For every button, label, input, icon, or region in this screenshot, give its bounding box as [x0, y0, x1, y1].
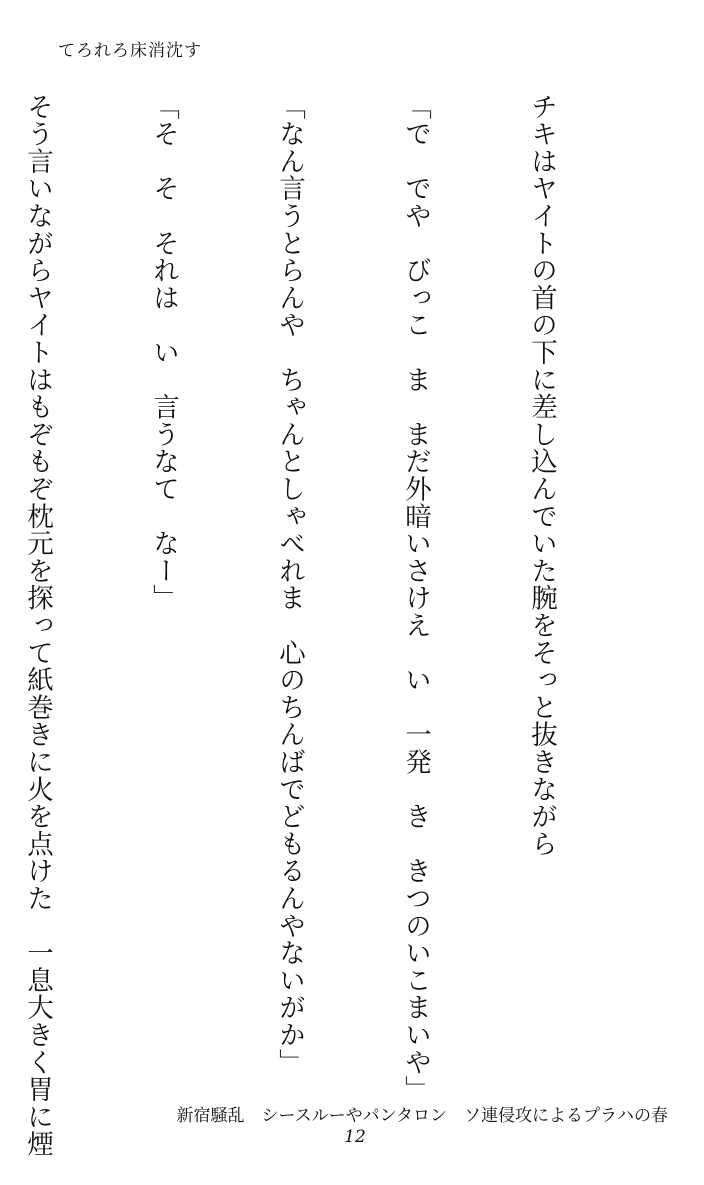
running-title: てろれろ床消沈す — [58, 41, 202, 61]
text-line: そう言いながらヤイトはもぞもぞ枕元を探って紙巻きに火を点けた 一息大きく胃に煙 — [22, 93, 53, 1158]
footer-title: 新宿騒乱 シースルーやパンタロン ソ連侵攻によるプラハの春 — [176, 1106, 668, 1126]
text-line: チキはヤイトの首の下に差し込んでいた腕をそっと抜きながら — [526, 93, 557, 858]
text-line: 「で でや びっこ ま まだ外暗いさけえ い 一発 き きつのいこまいや」 — [400, 93, 431, 1104]
page-number: 12 — [344, 1127, 366, 1147]
text-line: 「そ そ それは い 言うなて なー」 — [148, 93, 179, 612]
text-line: 「なん言うとらんや ちゃんとしゃべれま 心のちんばでどもるんやないがか」 — [274, 93, 305, 1076]
